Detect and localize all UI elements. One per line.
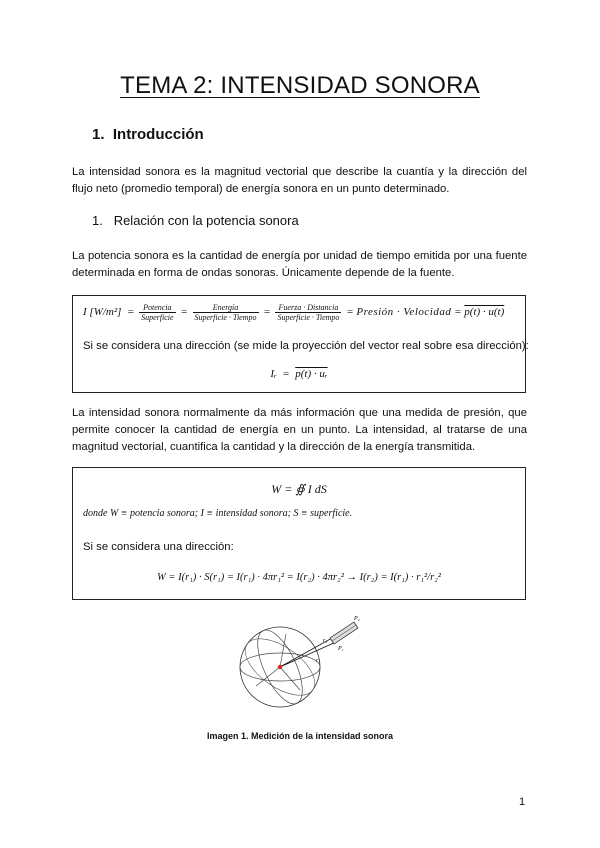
page-number: 1 [519,796,526,808]
label-p1: P₁ [338,646,344,652]
subsection-title: Relación con la potencia sonora [113,213,299,228]
probe-centerline [332,625,356,641]
eq2-rhs: p(t) · uᵣ [295,368,328,380]
section-number: 1. [92,126,105,143]
eq-lhs: I [W/m²] [83,306,122,319]
equation-box-power [72,467,526,600]
fraction-potencia: $\frac{\text{Potencia}}{\text{Superficie}}$ [141,303,174,322]
subsection-number: 1. [92,213,103,228]
label-r2: r₂ [323,638,328,644]
section-title: Introducción [112,126,204,143]
intro-paragraph: La intensidad sonora es la magnitud vectorial que describe la cuantía y la dirección del flujo neto (promedio temporal) de energía sonora en un punto determinado. [72,166,527,195]
fraction-energia: $\frac{\text{Energía}}{\text{Superficie · Tiempo}}$ [194,303,257,322]
page-title: TEMA 2: INTENSIDAD SONORA [120,72,480,99]
direction-note-2: Si se considera una dirección: [83,541,234,553]
source-point [278,665,282,669]
label-r1: r₁ [316,658,321,664]
eq-rhs-average: p(t) · u(t) [464,306,505,319]
section-heading [92,126,204,143]
equation-box-intensity [72,295,529,393]
label-p2: P₂ [354,616,360,622]
directional-intensity-equation: Iᵣ = p(t) · uᵣ [270,368,328,380]
fraction-fuerza: $\frac{\text{Fuerza · Distancia}}{\text{Superficie · Tiempo}}$ [277,303,340,322]
power-paragraph: La potencia sonora es la cantidad de energía por unidad de tiempo emitida por una fuente determinada en forma de ondas sonoras. Únicamente depende de la fuente. [72,250,527,279]
intensity-measurement-figure [228,612,373,717]
power-surface-integral: W = ∯ I dS [271,482,327,496]
power-distance-equation: W = I(r₁) · S(r₁) = I(r₁) · 4πr₁² = I(r₂) · 4πr₂² → I(r₂) = I(r₁) · r₁²/r₂² [157,572,441,583]
direction-note: Si se considera una dirección (se mide la proyección del vector real sobre esa dirección): [83,340,529,352]
eq-rhs: Presión · Velocidad [356,306,452,319]
eq2-lhs: Iᵣ [270,368,277,380]
subsection-heading [92,213,299,228]
intensity-info-paragraph: La intensidad sonora normalmente da más información que una medida de presión, que permite conocer la cantidad de energía en un punto. La intensidad, al tratarse de una magnitud vectorial, cuantifica la cantidad y la dirección de la energía transmitida. [72,407,527,453]
figure-caption: Imagen 1. Medición de la intensidad sonora [206,731,394,741]
axis-line-1 [280,667,300,690]
radius-line-r1 [280,642,336,667]
intensity-equation: I [W/m²] = $\frac{\text{Potencia}}{\text{Superficie}}$ = $\frac{\text{Energía}}{\text{Superficie · Tiempo}}$ = $\frac{\text{Fuerza · Distancia}}{\text{Superficie · Tiempo}}$ = Presión · Velocidad = p(t) · u(t) [83,303,505,322]
variable-definitions: donde W ≡ potencia sonora; I ≡ intensidad sonora; S ≡ superficie. [83,508,353,519]
